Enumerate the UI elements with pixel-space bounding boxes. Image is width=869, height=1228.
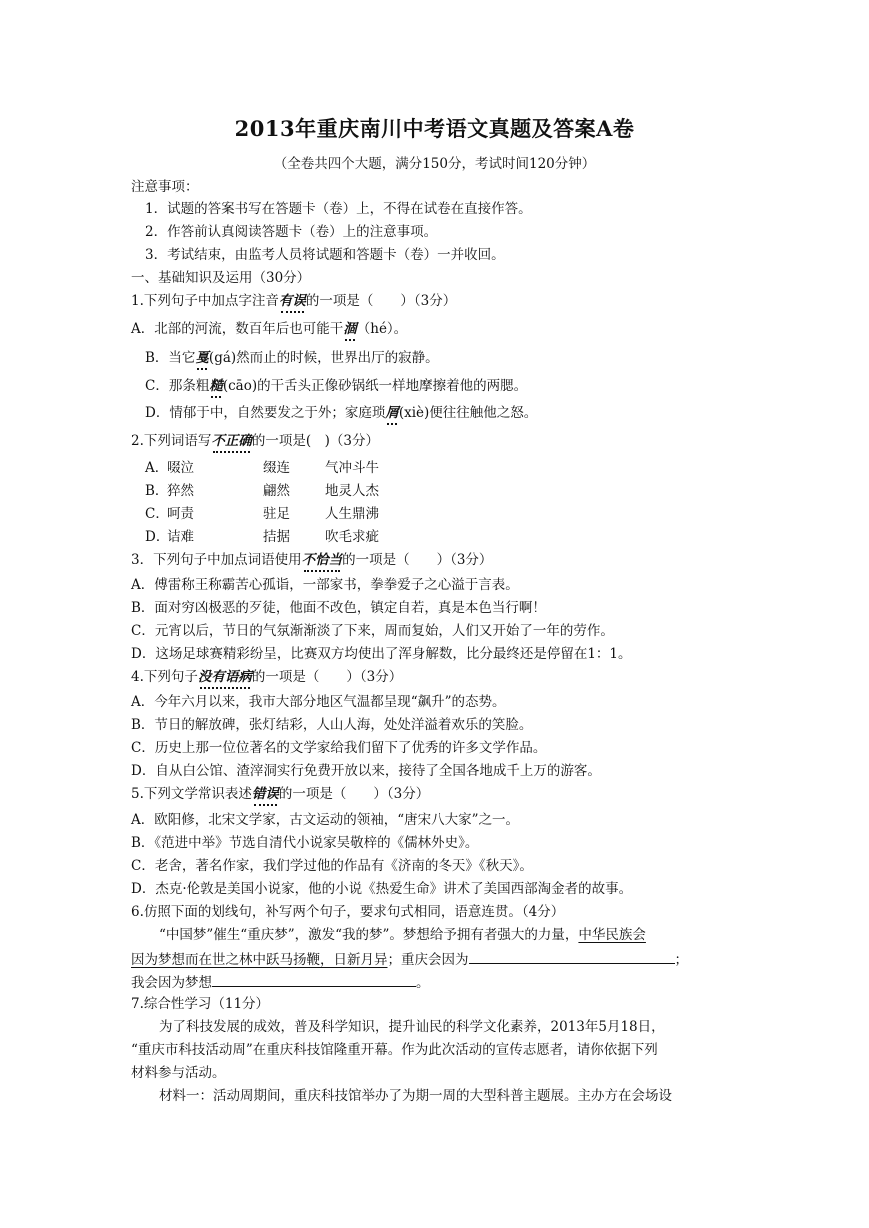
emphasis-mark: 涸 (343, 321, 357, 337)
word: 拮据 (263, 529, 290, 545)
notice-heading: 注意事项： (131, 179, 199, 195)
emphasis-mark: 错误 (251, 786, 279, 802)
emphasis-mark: 不正确 (211, 433, 252, 449)
word: 翩然 (263, 483, 290, 499)
option-d: D．这场足球赛精彩纷呈，比赛双方均使出了浑身解数，比分最终还是停留在1：1。 (131, 646, 632, 662)
word: 呵责 (167, 506, 194, 522)
word-row (145, 482, 379, 500)
word-row (145, 505, 379, 523)
stem-text: 的一项是( )（3分） (251, 433, 380, 449)
row-label: D． (145, 529, 170, 545)
page-title: 2013年重庆南川中考语文真题及答案A卷 (234, 116, 635, 141)
option-text: A．北部的河流，数百年后也可能干 (131, 321, 344, 337)
stem-text: 2.下列词语写 (131, 433, 212, 449)
emphasis-mark: 没有语病 (197, 669, 252, 685)
stem-text: 的一项是（ ）（3分） (278, 786, 430, 802)
option-b: B．面对穷凶极恶的歹徒，他面不改色，镇定自若，真是本色当行啊！ (131, 600, 546, 616)
word: 人生鼎沸 (325, 506, 379, 522)
notice-item: 2．作答前认真阅读答题卡（卷）上的注意事项。 (145, 224, 438, 240)
q7-paragraph-line: 材料一：活动周期间，重庆科技馆举办了为期一周的大型科普主题展。主办方在会场设 (159, 1088, 672, 1104)
notice-item: 1．试题的答案书写在答题卡（卷）上，不得在试卷在直接作答。 (145, 201, 532, 217)
row-label: A． (145, 460, 169, 476)
q6-passage-line (131, 972, 430, 992)
emphasis-mark: 有误 (278, 293, 306, 309)
option-c: C．历史上那一位位著名的文学家给我们留下了优秀的许多文学作品。 (131, 740, 547, 756)
word: 吹毛求疵 (325, 529, 379, 545)
option-c: C．老舍，著名作家，我们学过他的作品有《济南的冬天》《秋天》。 (131, 858, 533, 874)
question-stem (131, 292, 456, 310)
row-label: B． (145, 483, 169, 499)
passage-text: 我会因为梦想 (131, 975, 212, 991)
answer-blank[interactable] (212, 972, 416, 987)
emphasis-mark: 戛 (195, 350, 209, 366)
passage-text: ； (674, 952, 688, 968)
row-label: C． (145, 506, 169, 522)
stem-text: 1.下列句子中加点字注音 (131, 293, 279, 309)
q7-paragraph-line: 材料参与活动。 (131, 1065, 226, 1081)
option-text: (xiè)便往往触他之怒。 (398, 405, 538, 421)
option-a: A．今年六月以来，我市大部分地区气温都呈现“飙升”的态势。 (131, 694, 506, 710)
word: 猝然 (167, 483, 194, 499)
emphasis-mark: 屑 (385, 405, 399, 421)
option-text: C．那条粗 (145, 378, 210, 394)
option-a: A．欧阳修，北宋文学家，古文运动的领袖，“唐宋八大家”之一。 (131, 812, 520, 828)
word: 驻足 (263, 506, 290, 522)
option-text: (cāo)的干舌头正像砂锅纸一样地摩擦着他的两腮。 (222, 378, 528, 394)
answer-blank[interactable] (469, 949, 675, 964)
option-text: B．当它 (145, 350, 196, 366)
q7-paragraph-line: “重庆市科技活动周”在重庆科技馆隆重开幕。作为此次活动的宣传志愿者，请你依据下列 (131, 1042, 658, 1058)
underlined-sentence: 因为梦想而在世之林中跃马扬鞭，日新月异 (131, 952, 388, 968)
word-row (145, 459, 379, 477)
passage-text: “中国梦”催生“重庆梦”，激发“我的梦”。梦想给予拥有者强大的力量， (159, 927, 579, 943)
word: 地灵人杰 (325, 483, 379, 499)
question-stem: 7.综合性学习（11分） (131, 996, 270, 1012)
emphasis-mark: 糙 (209, 378, 223, 394)
word: 诘难 (167, 529, 194, 545)
option-b (145, 349, 439, 367)
question-stem: 6.仿照下面的划线句，补写两个句子，要求句式相同，语意连贯。（4分） (131, 904, 565, 920)
section-heading: 一、基础知识及运用（30分） (131, 270, 311, 286)
stem-text: 的一项是（ ）（3分） (305, 293, 457, 309)
passage-text: 。 (416, 975, 430, 991)
stem-text: 4.下列句子 (131, 669, 198, 685)
option-c: C．元宵以后，节日的气氛渐渐淡了下来，周而复始，人们又开始了一年的劳作。 (131, 623, 614, 639)
word: 气冲斗牛 (325, 460, 379, 476)
option-b: B．节日的解放碑，张灯结彩，人山人海，处处洋溢着欢乐的笑脸。 (131, 717, 533, 733)
option-b: B．《范进中举》节选自清代小说家吴敬梓的《儒林外史》。 (131, 835, 479, 851)
question-stem (131, 432, 379, 450)
option-text: D．情郁于中，自然要发之于外；家庭琐 (145, 405, 386, 421)
option-text: （hé）。 (356, 321, 408, 337)
q7-paragraph-line: 为了科技发展的成效，普及科学知识，提升讪民的科学文化素养，2013年5月18日， (159, 1019, 665, 1035)
question-stem (131, 785, 429, 803)
option-d: D．自从白公馆、渣滓洞实行免费开放以来，接待了全国各地成千上万的游客。 (131, 763, 601, 779)
stem-text: 的一项是（ ）（3分） (251, 669, 403, 685)
word: 啜泣 (167, 460, 194, 476)
option-d (145, 404, 537, 422)
notice-item: 3．考试结束，由监考人员将试题和答题卡（卷）一并收回。 (145, 247, 505, 263)
option-text: (gá)然而止的时候，世界出厅的寂静。 (208, 350, 439, 366)
q6-passage-line (131, 949, 688, 969)
word-row (145, 528, 379, 546)
q6-passage-line (159, 926, 646, 944)
stem-text: 的一项是（ ）（3分） (342, 552, 493, 568)
emphasis-mark: 不恰当 (301, 552, 343, 568)
page-subtitle: （全卷共四个大题，满分150分，考试时间120分钟） (273, 156, 596, 172)
passage-text: ；重庆会因为 (387, 952, 469, 968)
option-c (145, 377, 527, 395)
stem-text: 3．下列句子中加点词语使用 (131, 552, 302, 568)
question-stem (131, 668, 402, 686)
option-a: A．傅雷称王称霸苦心孤诣，一部家书，拳拳爱子之心溢于言表。 (131, 577, 519, 593)
stem-text: 5.下列文学常识表述 (131, 786, 252, 802)
word: 缀连 (263, 460, 290, 476)
option-d: D．杰克·伦敦是美国小说家，他的小说《热爱生命》讲术了美国西部淘金者的故事。 (131, 881, 633, 897)
underlined-sentence: 中华民族会 (578, 927, 646, 943)
question-stem (131, 551, 492, 569)
option-a (131, 320, 407, 338)
